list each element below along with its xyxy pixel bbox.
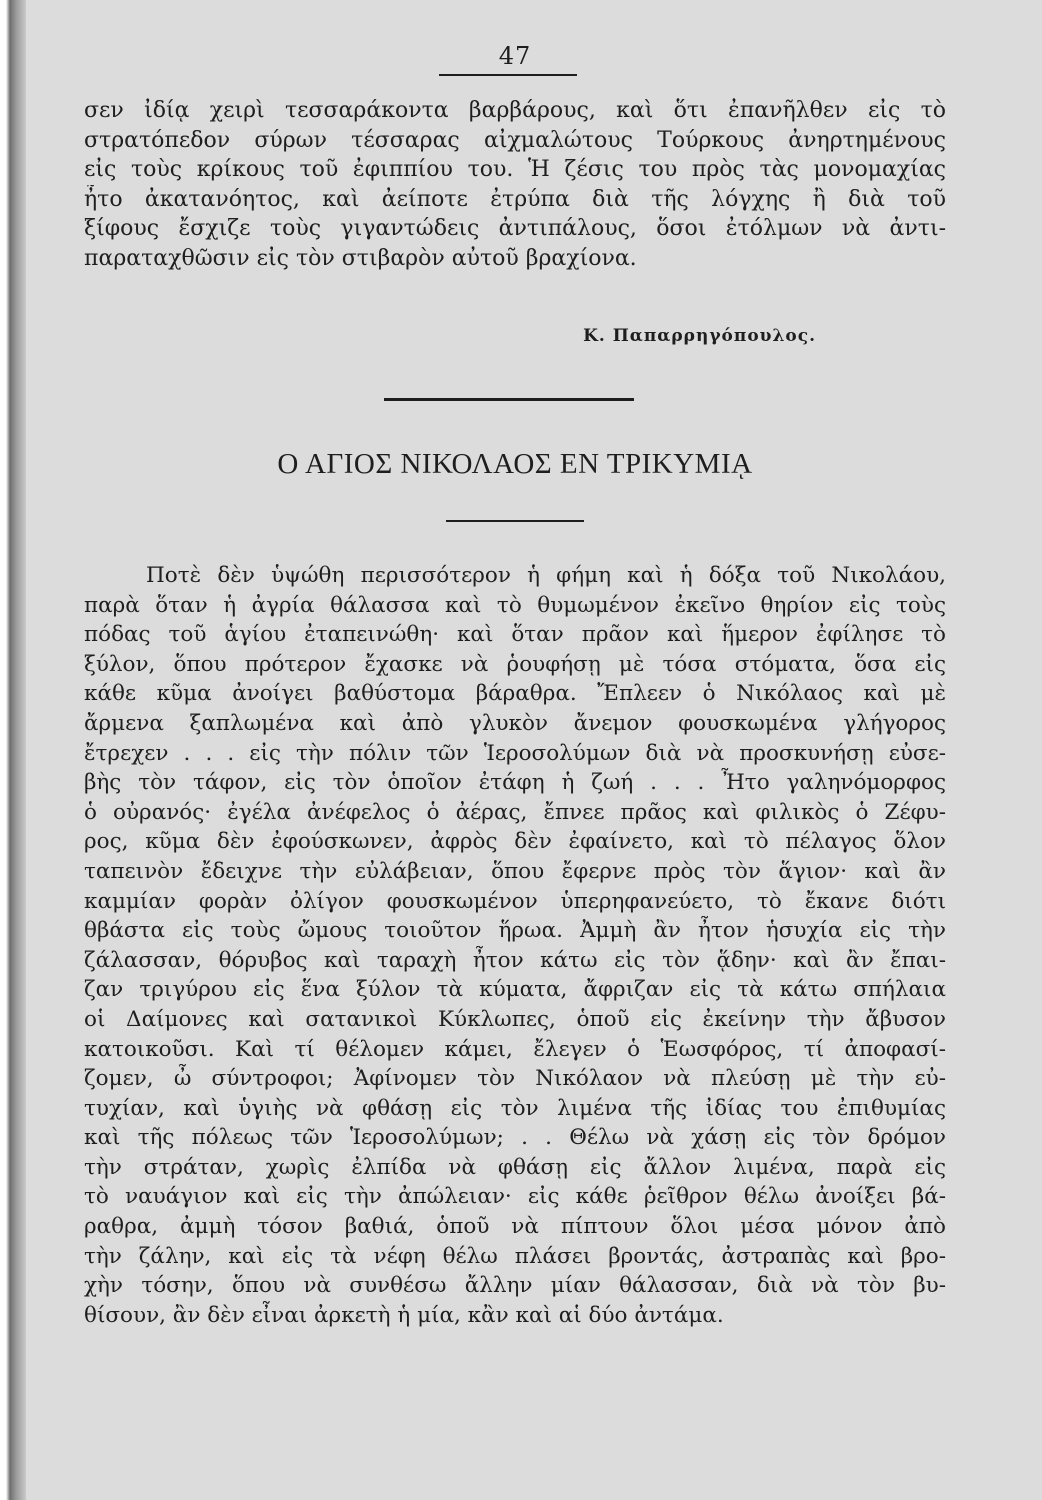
- text-line: Ποτὲ δὲν ὑψώθη περισσότερον ἡ φήμη καὶ ἡ δόξα τοῦ Νικολάου,: [146, 563, 946, 588]
- text-line: κάθε κῦμα ἀνοίγει βαθύστομα βάραθρα. Ἔπλεεν ὁ Νικόλαος καὶ μὲ: [84, 681, 946, 707]
- text-line: ξύλον, ὅπου πρότερον ἔχασκε νὰ ῥουφήσῃ μὲ τόσα στόματα, ὅσα εἰς: [84, 651, 946, 677]
- title-rule: [446, 520, 584, 522]
- text-line: σεν ἰδίᾳ χειρὶ τεσσαράκοντα βαρβάρους, καὶ ὅτι ἐπανῆλθεν εἰς τὸ: [84, 98, 946, 123]
- text-line: παραταχθῶσιν εἰς τὸν στιβαρὸν αὐτοῦ βραχίονα.: [84, 245, 637, 271]
- text-line: ἔτρεχεν . . . εἰς τὴν πόλιν τῶν Ἱεροσολύμων διὰ νὰ προσκυνήσῃ εὐσε-: [84, 740, 946, 766]
- text-line: θβάστα εἰς τοὺς ὤμους τοιοῦτον ἥρωα. Ἀμμὴ ἂν ἦτον ἡσυχία εἰς τὴν: [84, 918, 946, 944]
- text-line: τὸ ναυάγιον καὶ εἰς τὴν ἀπώλειαν· εἰς κάθε ῥεῖθρον θέλω ἀνοίξει βά-: [84, 1184, 946, 1210]
- text-line: χὴν τόσην, ὅπου νὰ συνθέσω ἄλλην μίαν θάλασσαν, διὰ νὰ τὸν βυ-: [84, 1273, 946, 1299]
- text-line: τυχίαν, καὶ ὑγιὴς νὰ φθάσῃ εἰς τὸν λιμένα τῆς ἰδίας του ἐπιθυμίας: [84, 1095, 946, 1121]
- text-line: τὴν ζάλην, καὶ εἰς τὰ νέφη θέλω πλάσει βροντάς, ἀστραπὰς καὶ βρο-: [84, 1243, 946, 1269]
- text-line: ἦτο ἀκατανόητος, καὶ ἀείποτε ἐτρύπα διὰ τῆς λόγχης ἢ διὰ τοῦ: [84, 186, 946, 212]
- text-line: καὶ τῆς πόλεως τῶν Ἱεροσολύμων; . . Θέλω νὰ χάσῃ εἰς τὸν δρόμον: [84, 1125, 946, 1151]
- text-line: παρὰ ὅταν ἡ ἀγρία θάλασσα καὶ τὸ θυμωμένον ἐκεῖνο θηρίον εἰς τοὺς: [84, 592, 946, 618]
- section-separator: [384, 398, 634, 401]
- text-line: εἰς τοὺς κρίκους τοῦ ἐφιππίου του. Ἡ ζέσις του πρὸς τὰς μονομαχίας: [84, 157, 946, 182]
- text-line: ζαν τριγύρου εἰς ἕνα ξύλον τὰ κύματα, ἄφριζαν εἰς τὰ κάτω σπήλαια: [84, 977, 946, 1003]
- text-line: στρατόπεδον σύρων τέσσαρας αἰχμαλώτους Τούρκους ἀνηρτημένους: [84, 127, 946, 153]
- text-line: τὴν στράταν, χωρὶς ἐλπίδα νὰ φθάσῃ εἰς ἄλλον λιμένα, παρὰ εἰς: [84, 1154, 946, 1180]
- top-paragraph: [84, 96, 946, 273]
- header-rule: [439, 74, 577, 76]
- text-line: οἱ Δαίμονες καὶ σατανικοὶ Κύκλωπες, ὁποῦ εἰς ἐκείνην τὴν ἄβυσον: [84, 1006, 946, 1032]
- section-title: Ο ΑΓΙΟΣ ΝΙΚΟΛΑΟΣ ΕΝ ΤΡΙΚΥΜΙᾼ: [277, 448, 753, 480]
- text-line: ζομεν, ὦ σύντροφοι; Ἀφίνομεν τὸν Νικόλαον νὰ πλεύσῃ μὲ τὴν εὐ-: [84, 1066, 946, 1092]
- text-line: ρος, κῦμα δὲν ἐφούσκωνεν, ἀφρὸς δὲν ἐφαίνετο, καὶ τὸ πέλαγος ὅλον: [84, 829, 946, 855]
- author-signature: Κ. Παπαρρηγόπουλος.: [583, 326, 816, 346]
- text-line: ραθρα, ἀμμὴ τόσον βαθιά, ὁποῦ νὰ πίπτουν ὅλοι μέσα μόνον ἀπὸ: [84, 1214, 946, 1240]
- binding-edge: [0, 0, 26, 1500]
- text-line: πόδας τοῦ ἁγίου ἐταπεινώθη· καὶ ὅταν πρᾶον καὶ ἥμερον ἐφίλησε τὸ: [84, 622, 946, 648]
- text-line: ξίφους ἔσχιζε τοὺς γιγαντώδεις ἀντιπάλους, ὅσοι ἐτόλμων νὰ ἀντι-: [84, 216, 946, 241]
- text-line: θίσουν, ἂν δὲν εἶναι ἀρκετὴ ἡ μία, κἂν καὶ αἱ δύο ἀντάμα.: [84, 1302, 724, 1328]
- page-number: 47: [498, 42, 532, 70]
- main-paragraph: [84, 561, 946, 1330]
- text-line: καμμίαν φορὰν ὀλίγον φουσκωμένον ὑπερηφανεύετο, τὸ ἔκανε διότι: [84, 888, 946, 914]
- text-line: ὁ οὐρανός· ἐγέλα ἀνέφελος ὁ ἀέρας, ἔπνεε πρᾶος καὶ φιλικὸς ὁ Ζέφυ-: [84, 799, 946, 825]
- text-line: ζάλασσαν, θόρυβος καὶ ταραχὴ ἦτον κάτω εἰς τὸν ᾅδην· καὶ ἂν ἔπαι-: [84, 947, 946, 973]
- text-line: βὴς τὸν τάφον, εἰς τὸν ὁποῖον ἐτάφη ἡ ζωή . . . Ἦτο γαληνόμορφος: [84, 770, 946, 796]
- text-line: ταπεινὸν ἔδειχνε τὴν εὐλάβειαν, ὅπου ἔφερνε πρὸς τὸν ἅγιον· καὶ ἂν: [84, 858, 946, 884]
- text-line: κατοικοῦσι. Καὶ τί θέλομεν κάμει, ἔλεγεν ὁ Ἑωσφόρος, τί ἀποφασί-: [84, 1036, 946, 1062]
- text-area: [84, 0, 946, 1500]
- text-line: ἄρμενα ξαπλωμένα καὶ ἀπὸ γλυκὸν ἄνεμον φουσκωμένα γλήγορος: [84, 710, 946, 736]
